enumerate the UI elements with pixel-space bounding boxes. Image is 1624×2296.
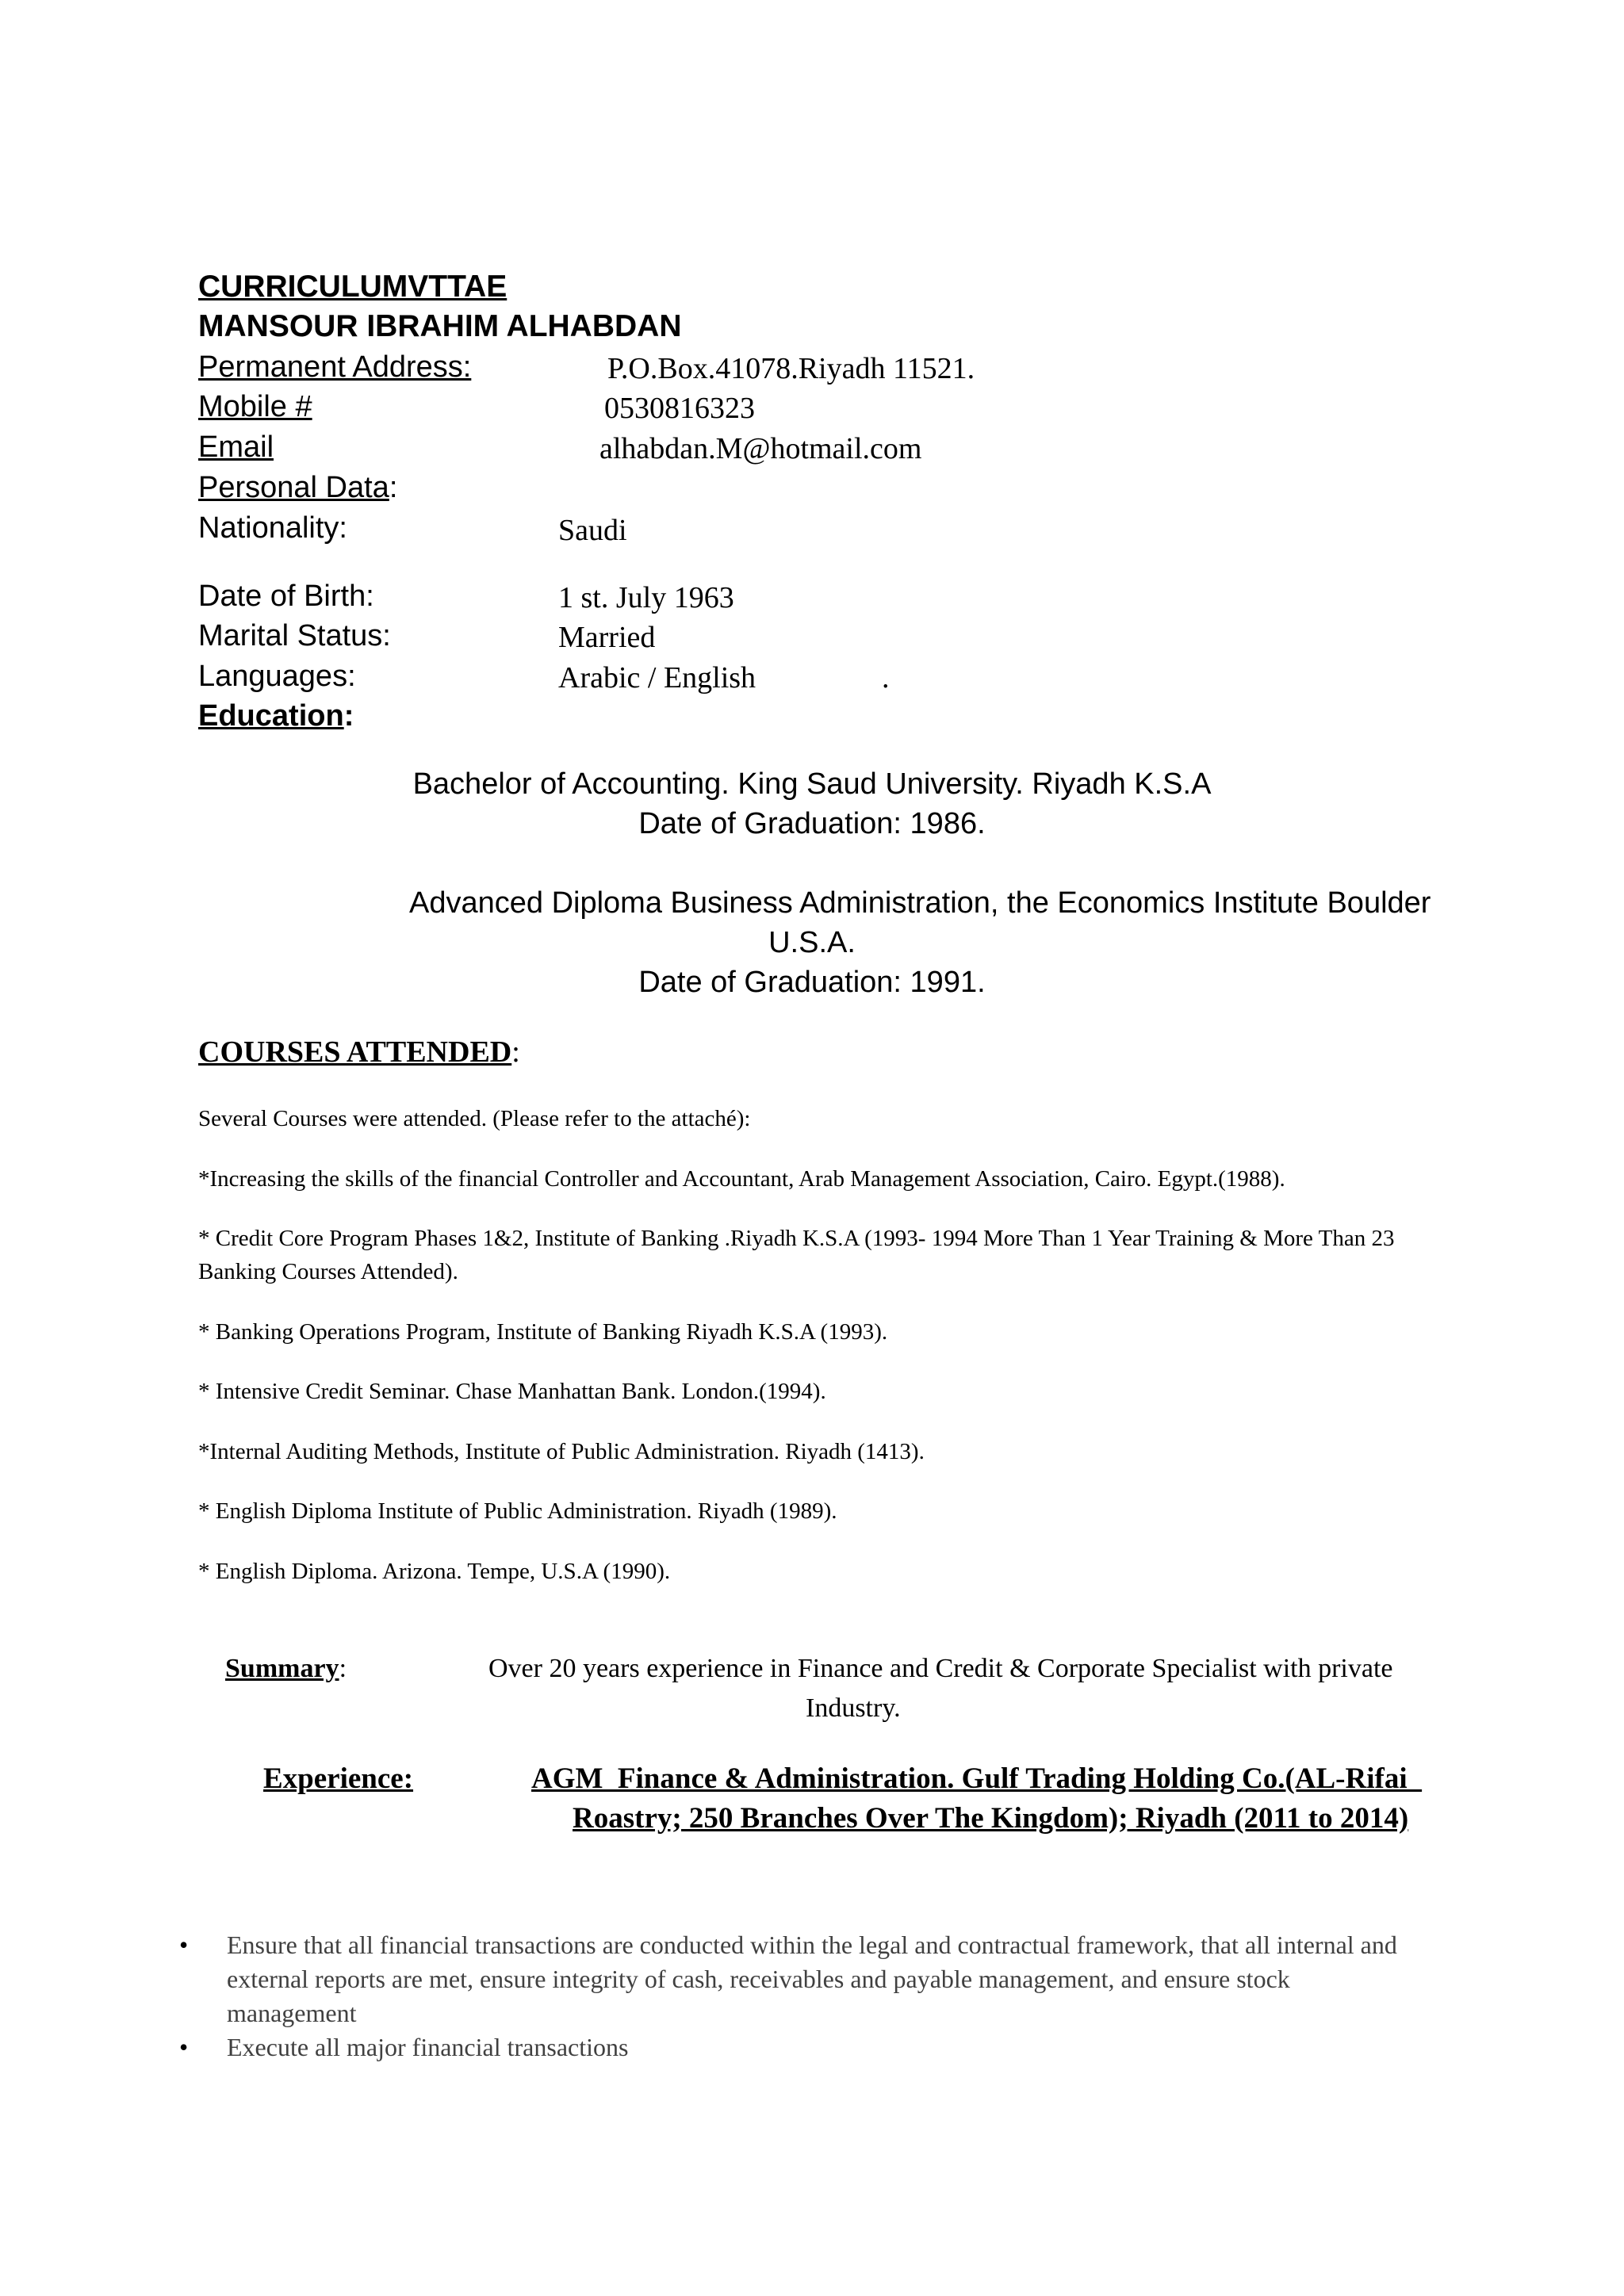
degree-1-title: Bachelor of Accounting. King Saud University. Riyadh K.S.A [412,767,1212,801]
bullet-icon: • [179,1931,189,1959]
courses-intro: Several Courses were attended. (Please refer to the attaché): [198,1106,751,1131]
email-label: Email [198,430,274,464]
summary-line-2: Industry. [806,1693,901,1723]
degree-2-date: Date of Graduation: 1991. [638,966,986,999]
languages-label: Languages: [198,660,356,693]
address-value: P.O.Box.41078.Riyadh 11521. [607,352,975,385]
course-item: * English Diploma Institute of Public Administration. Riyadh (1989). [198,1498,837,1524]
experience-duties-list [174,1928,1411,2064]
dob-value: 1 st. July 1963 [558,581,734,614]
courses-heading: COURSES ATTENDED: [198,1035,520,1069]
course-item: * English Diploma. Arizona. Tempe, U.S.A (1990). [198,1559,671,1584]
nationality-value: Saudi [558,514,627,547]
summary-label: Summary: [225,1654,347,1683]
document-title: CURRICULUMVTTAE [198,270,508,304]
experience-label: Experience: [263,1762,414,1795]
marital-status-label: Marital Status: [198,619,391,652]
degree-1-date: Date of Graduation: 1986. [638,807,986,840]
experience-title-line-1: AGM Finance & Administration. Gulf Trading Holding Co.(AL-Rifai [531,1762,1423,1795]
bullet-icon: • [179,2033,189,2061]
list-item: • Ensure that all financial transactions are conducted within the legal and contractual framework, that all internal and external reports are met, ensure integrity of cash, receivables and payable management, and ensure stock management [174,1928,1411,2030]
mobile-label: Mobile # [198,390,312,423]
marital-status-value: Married [558,621,656,654]
course-item: * Intensive Credit Seminar. Chase Manhattan Bank. London.(1994). [198,1379,826,1404]
summary-line-1: Over 20 years experience in Finance and Credit & Corporate Specialist with private [488,1654,1393,1683]
languages-dot: . [882,661,890,695]
person-name: MANSOUR IBRAHIM ALHABDAN [198,309,682,343]
languages-value: Arabic / English [558,661,756,695]
mobile-value: 0530816323 [604,392,755,425]
course-item: *Internal Auditing Methods, Institute of Public Administration. Riyadh (1413). [198,1439,925,1464]
course-item: * Banking Operations Program, Institute of Banking Riyadh K.S.A (1993). [198,1319,888,1345]
dob-label: Date of Birth: [198,580,374,613]
email-value: alhabdan.M@hotmail.com [599,432,922,465]
nationality-label: Nationality: [198,511,347,545]
address-label: Permanent Address: [198,350,472,384]
course-item: * Credit Core Program Phases 1&2, Institute of Banking .Riyadh K.S.A (1993- 1994 More Than 1 Year Training & More Than 23 Banking Courses Attended). [198,1226,1395,1284]
personal-data-heading: Personal Data: [198,471,398,504]
list-item: • Execute all major financial transactions [174,2030,1411,2064]
course-item: *Increasing the skills of the financial Controller and Accountant, Arab Management Association, Cairo. Egypt.(1988). [198,1166,1285,1192]
degree-2-country: U.S.A. [768,926,856,959]
education-heading: Education: [198,699,354,733]
experience-title-line-2: Roastry; 250 Branches Over The Kingdom); Riyadh (2011 to 2014) [573,1802,1409,1835]
degree-2-title: Advanced Diploma Business Administration, the Economics Institute Boulder [409,886,1431,920]
